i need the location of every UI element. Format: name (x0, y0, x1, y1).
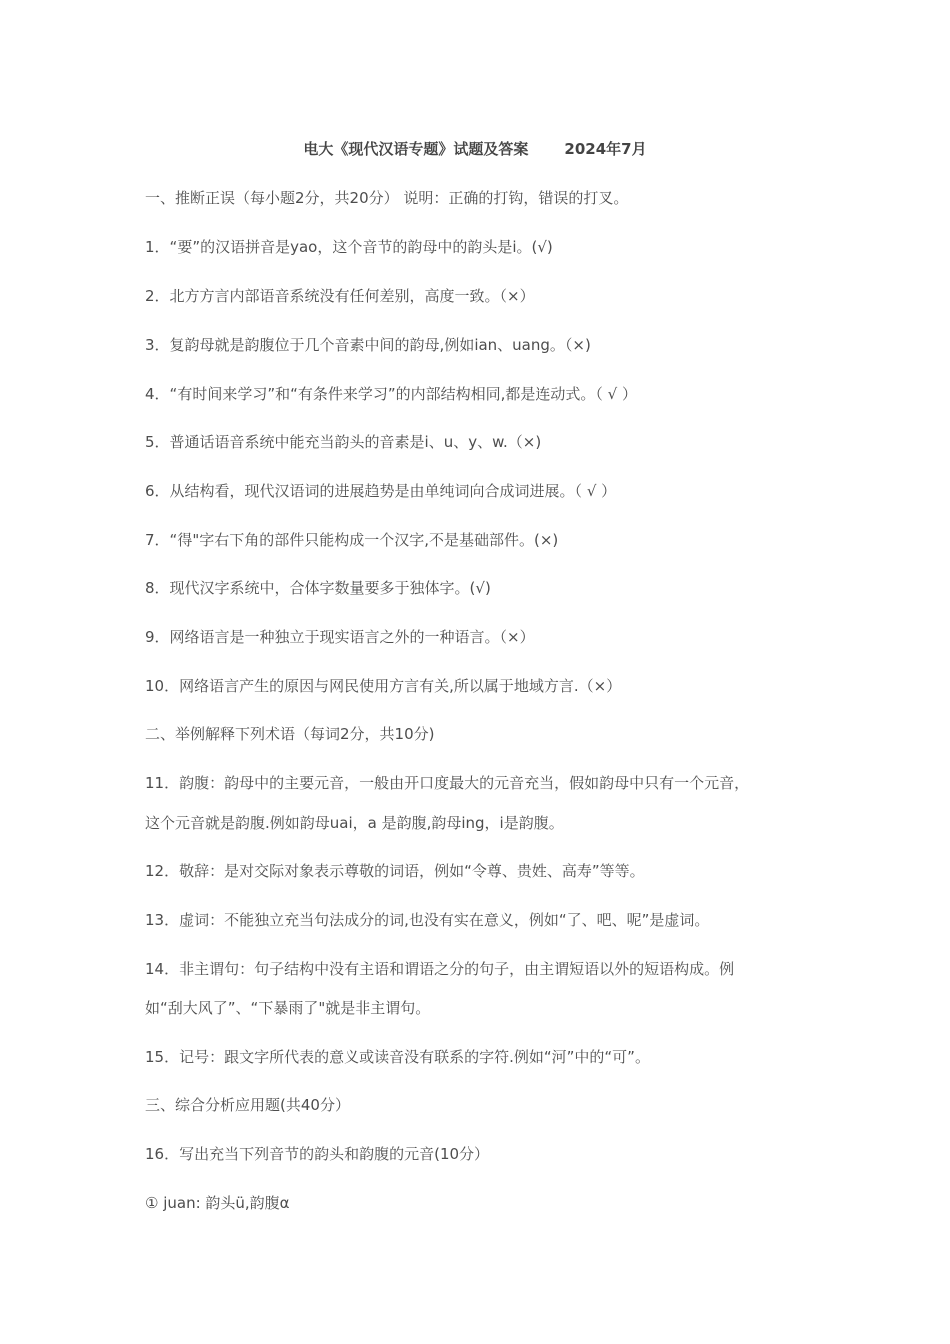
question-line-continued: 这个元音就是韵腹.例如韵母uai，a 是韵腹,韵母ing，i是韵腹。 (145, 814, 564, 832)
question-line: 7．“得"字右下角的部件只能构成一个汉字,不是基础部件。(×) (145, 531, 559, 549)
question-line: 13．虚词：不能独立充当句法成分的词,也没有实在意义，例如“了、吧、呢”是虚词。 (145, 911, 710, 929)
question-line: 6．从结构看，现代汉语词的进展趋势是由单纯词向合成词进展。（ √ ） (145, 482, 617, 500)
question-line: 2．北方方言内部语音系统没有任何差别，高度一致。（×） (145, 287, 535, 305)
question-line: 4．“有时间来学习”和“有条件来学习”的内部结构相同,都是连动式。（ √ ） (145, 385, 637, 403)
question-line: 11．韵腹：韵母中的主要元音，一般由开口度最大的元音充当，假如韵母中只有一个元音， (145, 774, 750, 792)
question-line: 1．“要”的汉语拼音是yao，这个音节的韵母中的韵头是i。(√) (145, 238, 553, 256)
question-line: 12．敬辞：是对交际对象表示尊敬的词语，例如“令尊、贵姓、高寿”等等。 (145, 862, 645, 880)
title-date: 2024年7月 (564, 140, 647, 158)
title-text: 电大《现代汉语专题》试题及答案 (303, 140, 529, 158)
section-2-heading: 二、举例解释下列术语（每词2分，共10分) (145, 725, 435, 743)
question-line: 14．非主谓句：句子结构中没有主语和谓语之分的句子，由主谓短语以外的短语构成。例 (145, 960, 735, 978)
question-line: 9．网络语言是一种独立于现实语言之外的一种语言。（×） (145, 628, 535, 646)
question-line: 8．现代汉字系统中，合体字数量要多于独体字。(√) (145, 579, 491, 597)
section-3-heading: 三、综合分析应用题(共40分） (145, 1096, 350, 1114)
answer-line: ① juan: 韵头ü,韵腹α (145, 1194, 290, 1212)
question-line: 5．普通话语音系统中能充当韵头的音素是i、u、y、w.（×) (145, 433, 542, 451)
question-line: 15．记号：跟文字所代表的意义或读音没有联系的字符.例如“河”中的“可”。 (145, 1048, 650, 1066)
question-line-continued: 如“刮大风了”、“下暴雨了"就是非主谓句。 (145, 999, 431, 1017)
section-1-heading: 一、推断正误（每小题2分，共20分） 说明：正确的打钩，错误的打叉。 (145, 189, 629, 207)
question-line: 16．写出充当下列音节的韵头和韵腹的元音(10分） (145, 1145, 490, 1163)
question-line: 3．复韵母就是韵腹位于几个音素中间的韵母,例如ian、uang。（×) (145, 336, 591, 354)
question-line: 10．网络语言产生的原因与网民使用方言有关,所以属于地域方言.（×） (145, 677, 622, 695)
document-title (0, 138, 950, 159)
